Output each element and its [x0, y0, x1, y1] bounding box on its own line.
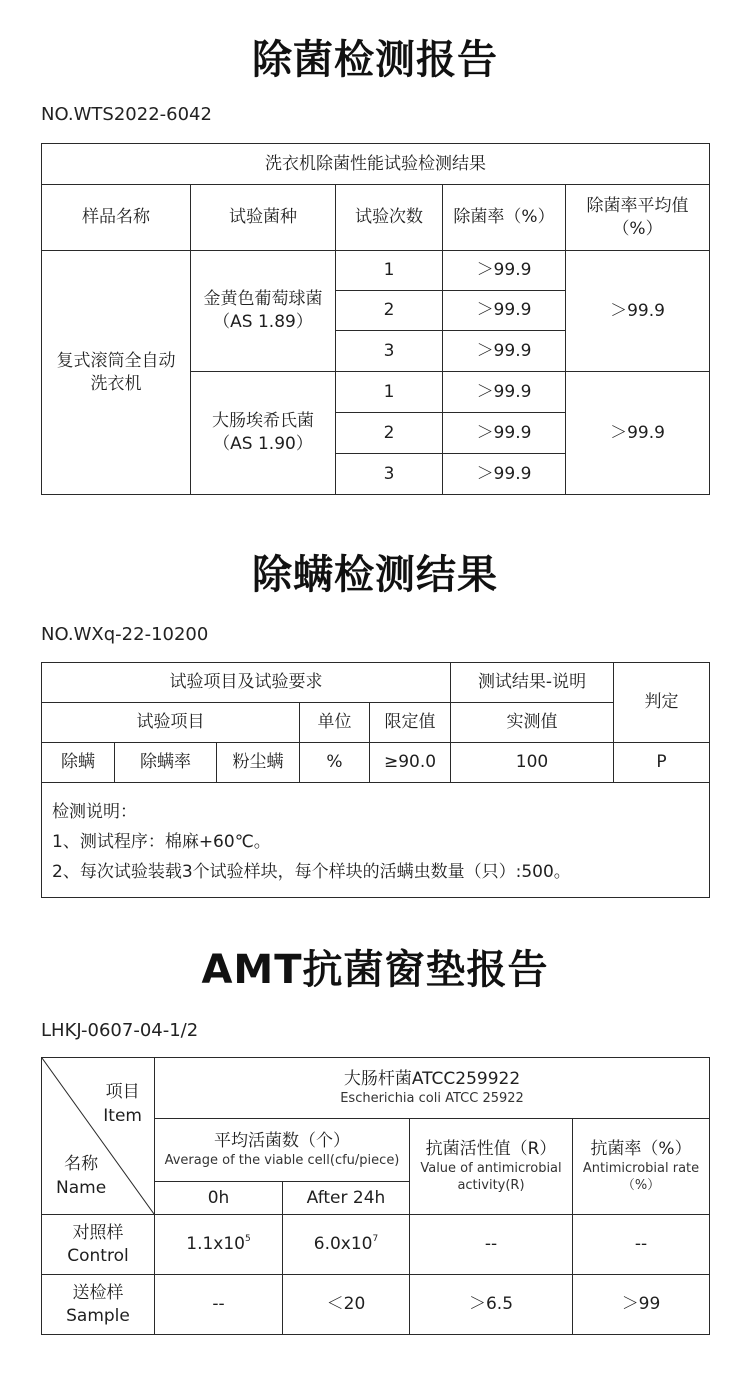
report-number: NO.WXq-22-10200 — [41, 624, 209, 645]
item-label-cn: 项目 — [105, 1082, 140, 1102]
test-notes — [42, 783, 710, 898]
average-rate: ＞99.9 — [566, 251, 710, 372]
header-antimicrobial-rate — [573, 1119, 710, 1215]
header-activity-value — [410, 1119, 573, 1215]
control-24h-exponent: 7 — [372, 1234, 379, 1245]
activity-value-cn: 抗菌活性值（R） — [425, 1139, 557, 1160]
removal-rate: ＞99.9 — [443, 331, 566, 372]
sample-24h: ＜20 — [283, 1275, 410, 1335]
removal-rate: ＞99.9 — [443, 454, 566, 495]
report-title-antibacterial-mat: AMT抗菌窗垫报告 — [201, 947, 549, 993]
header-average-unit: （%） — [612, 218, 663, 239]
test-count: 2 — [336, 413, 443, 454]
row-label-sample — [42, 1275, 155, 1335]
header-result: 测试结果-说明 — [451, 663, 614, 703]
item-judgement: P — [614, 743, 710, 783]
strain-name: 金黄色葡萄球菌 — [203, 289, 323, 310]
table-row — [42, 743, 710, 783]
item-measured: 100 — [451, 743, 614, 783]
header-limit: 限定值 — [370, 703, 451, 743]
item-limit: ≥90.0 — [370, 743, 451, 783]
bacteria-header — [155, 1058, 710, 1119]
strain-code: （AS 1.90） — [213, 434, 313, 454]
diagonal-item-label — [103, 1080, 142, 1128]
sample-label-cn: 送检样 — [72, 1282, 124, 1303]
item-category: 除螨 — [42, 743, 115, 783]
activity-value-en: Value of antimicrobial activity(R) — [420, 1161, 562, 1193]
header-measured: 实测值 — [451, 703, 614, 743]
bacteria-name-cn: 大肠杆菌ATCC259922 — [343, 1069, 521, 1090]
notes-line: 2、每次试验装载3个试验样块，每个样块的活螨虫数量（只）:500。 — [52, 862, 571, 882]
control-label-en: Control — [67, 1245, 129, 1266]
control-0h-exponent: 5 — [245, 1234, 251, 1245]
table-row — [42, 1215, 710, 1275]
strain-cell-ecoli — [191, 372, 336, 495]
name-label-cn: 名称 — [64, 1154, 99, 1174]
strain-cell-staph — [191, 251, 336, 372]
test-count: 2 — [336, 291, 443, 331]
control-activity: -- — [410, 1215, 573, 1275]
test-count: 3 — [336, 331, 443, 372]
antibacterial-table — [41, 1057, 710, 1335]
diagonal-name-label — [56, 1152, 106, 1200]
antimicrobial-rate-en: Antimicrobial rate — [582, 1161, 700, 1177]
report-number: LHKJ-0607-04-1/2 — [41, 1020, 199, 1041]
diagonal-header-cell — [42, 1058, 155, 1215]
header-test-item: 试验项目 — [42, 703, 300, 743]
table-header-row — [42, 703, 710, 743]
header-after-24h: After 24h — [283, 1182, 410, 1215]
item-species: 粉尘螨 — [217, 743, 300, 783]
control-rate: -- — [573, 1215, 710, 1275]
strain-name: 大肠埃希氏菌 — [212, 411, 314, 432]
header-0h: 0h — [155, 1182, 283, 1215]
removal-rate: ＞99.9 — [443, 251, 566, 291]
report-title-mite: 除螨检测结果 — [252, 552, 498, 598]
header-items-requirements: 试验项目及试验要求 — [42, 663, 451, 703]
table-title: 洗衣机除菌性能试验检测结果 — [42, 144, 710, 185]
header-judgement: 判定 — [614, 663, 710, 743]
table-row — [42, 251, 710, 291]
item-unit: % — [300, 743, 370, 783]
test-count: 1 — [336, 251, 443, 291]
average-viable-cn: 平均活菌数（个） — [214, 1131, 350, 1152]
control-24h-base: 6.0x10 — [313, 1234, 373, 1255]
average-rate: ＞99.9 — [566, 372, 710, 495]
sample-0h: -- — [155, 1275, 283, 1335]
header-test-count: 试验次数 — [336, 185, 443, 251]
notes-row — [42, 783, 710, 898]
header-removal-rate: 除菌率（%） — [443, 185, 566, 251]
test-count: 1 — [336, 372, 443, 413]
removal-rate: ＞99.9 — [443, 291, 566, 331]
sample-name-line2: 洗衣机 — [90, 373, 142, 394]
strain-code: （AS 1.89） — [213, 312, 313, 332]
header-unit: 单位 — [300, 703, 370, 743]
header-average-viable — [155, 1119, 410, 1182]
header-average-rate — [566, 185, 710, 251]
item-label-en: Item — [103, 1106, 142, 1126]
test-count: 3 — [336, 454, 443, 495]
table-row — [42, 1275, 710, 1335]
notes-heading: 检测说明： — [52, 802, 137, 822]
control-label-cn: 对照样 — [72, 1222, 124, 1243]
name-label-en: Name — [56, 1178, 107, 1198]
notes-line: 1、测试程序：棉麻+60℃。 — [52, 832, 271, 852]
mite-table — [41, 662, 710, 898]
table-header-row — [42, 185, 710, 251]
table-header-row — [42, 1058, 710, 1119]
table-title-row — [42, 144, 710, 185]
table-header-row — [42, 663, 710, 703]
control-24h — [283, 1215, 410, 1275]
removal-rate: ＞99.9 — [443, 413, 566, 454]
sample-activity: ＞6.5 — [410, 1275, 573, 1335]
sample-name-line1: 复式滚筒全自动 — [56, 350, 176, 371]
report-number: NO.WTS2022-6042 — [41, 104, 212, 125]
item-metric: 除螨率 — [115, 743, 217, 783]
sample-label-en: Sample — [66, 1305, 130, 1326]
sample-name-cell — [42, 251, 191, 495]
control-0h-base: 1.1x10 — [186, 1234, 245, 1255]
bacteria-name-en: Escherichia coli ATCC 25922 — [340, 1091, 524, 1107]
antimicrobial-rate-cn: 抗菌率（%） — [590, 1139, 692, 1160]
disinfection-table — [41, 143, 710, 495]
antimicrobial-rate-unit: （%） — [621, 1177, 661, 1193]
removal-rate: ＞99.9 — [443, 372, 566, 413]
header-strain: 试验菌种 — [191, 185, 336, 251]
average-viable-en: Average of the viable cell(cfu/piece) — [164, 1153, 400, 1169]
report-title-disinfection: 除菌检测报告 — [252, 37, 498, 83]
control-0h — [155, 1215, 283, 1275]
header-sample-name: 样品名称 — [42, 185, 191, 251]
sample-rate: ＞99 — [573, 1275, 710, 1335]
row-label-control — [42, 1215, 155, 1275]
header-average-label: 除菌率平均值 — [586, 195, 689, 216]
